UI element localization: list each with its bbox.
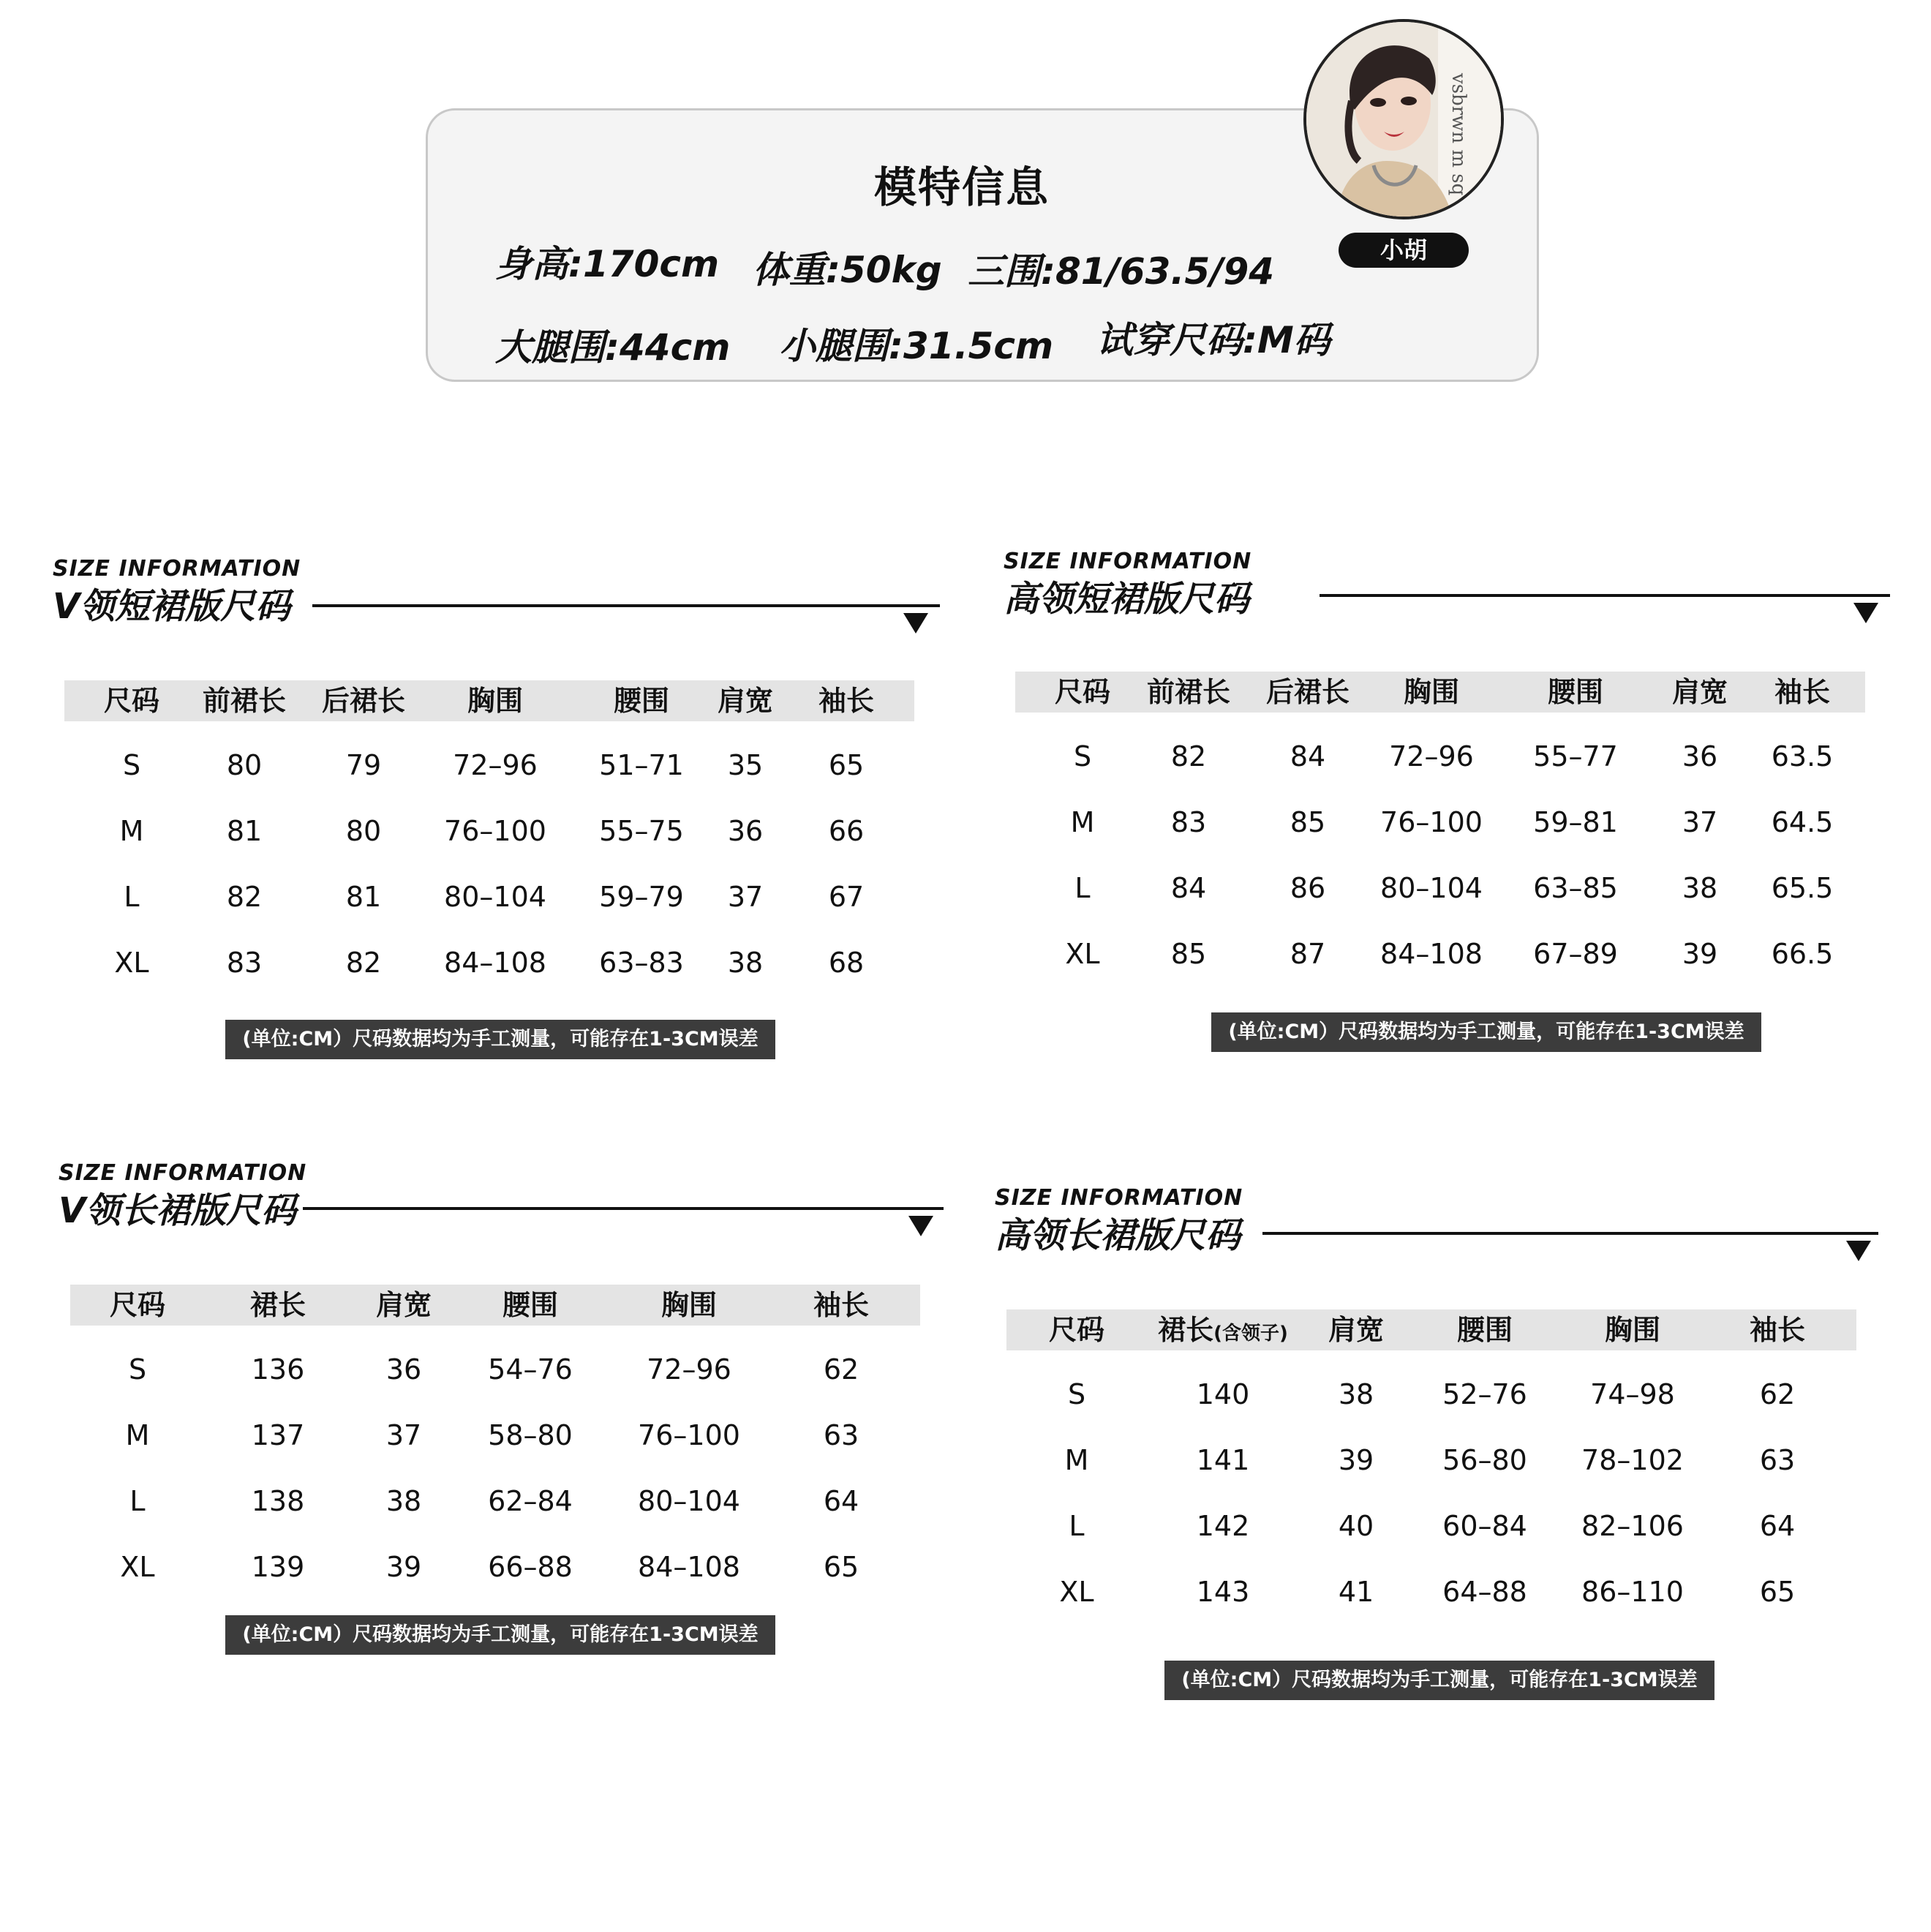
- cell-waist: 59–79: [599, 881, 684, 913]
- cell-shoulder: 38: [1682, 872, 1718, 904]
- cell-length: 136: [251, 1353, 305, 1386]
- col-header-size: 尺码: [1054, 676, 1111, 708]
- cell-shoulder: 35: [727, 749, 764, 781]
- triangle-down-icon: [903, 613, 928, 634]
- cell-back-length: 87: [1290, 938, 1326, 970]
- col-header-sleeve: 袖长: [1749, 1314, 1806, 1346]
- cell-waist: 55–75: [599, 815, 684, 847]
- cell-waist: 59–81: [1533, 806, 1618, 838]
- cell-bust: 72–96: [1389, 740, 1474, 773]
- cell-size: S: [122, 749, 141, 781]
- col-header-waist: 腰围: [1547, 676, 1604, 708]
- cell-bust: 86–110: [1581, 1576, 1684, 1608]
- col-header-length-label: 裙长: [1158, 1314, 1214, 1346]
- col-header-bust: 胸围: [467, 685, 524, 717]
- cell-size: XL: [114, 947, 149, 979]
- col-header-bust: 胸围: [1403, 676, 1460, 708]
- cell-shoulder: 38: [727, 947, 764, 979]
- cell-size: S: [1067, 1378, 1086, 1410]
- measurement-note: (单位:CM）尺码数据均为手工测量，可能存在1-3CM误差: [1164, 1661, 1714, 1700]
- cell-front-length: 83: [226, 947, 263, 979]
- cell-shoulder: 40: [1338, 1510, 1374, 1542]
- table-header-bar: [1006, 1309, 1856, 1350]
- cell-bust: 76–100: [1380, 806, 1483, 838]
- cell-shoulder: 41: [1338, 1576, 1374, 1608]
- cell-size: XL: [1065, 938, 1100, 970]
- model-info-title: 模特信息: [873, 162, 1050, 212]
- col-header-shoulder: 肩宽: [1328, 1314, 1385, 1346]
- col-header-shoulder: 肩宽: [1671, 676, 1728, 708]
- col-header-bust: 胸围: [660, 1289, 718, 1321]
- cell-bust: 78–102: [1581, 1444, 1684, 1476]
- cell-shoulder: 39: [385, 1551, 422, 1583]
- cell-bust: 72–96: [453, 749, 538, 781]
- col-header-length: [1158, 1309, 1288, 1354]
- cell-front-length: 80: [226, 749, 263, 781]
- col-header-waist: 腰围: [613, 685, 670, 717]
- cell-sleeve: 64.5: [1771, 806, 1834, 838]
- model-weight: 体重:50kg: [753, 249, 942, 291]
- cell-length: 142: [1196, 1510, 1250, 1542]
- measurement-note: (单位:CM）尺码数据均为手工测量，可能存在1-3CM误差: [1211, 1012, 1761, 1052]
- section-divider: [303, 1207, 944, 1210]
- section-title: 高领短裙版尺码: [1004, 579, 1250, 620]
- cell-sleeve: 64: [823, 1485, 859, 1517]
- section-divider: [1262, 1232, 1878, 1235]
- cell-length: 139: [251, 1551, 305, 1583]
- cell-size: M: [1070, 806, 1095, 838]
- col-header-waist: 腰围: [1456, 1314, 1513, 1346]
- size-section-v-neck-long: [59, 1160, 1002, 1672]
- cell-sleeve: 65: [823, 1551, 859, 1583]
- cell-waist: 52–76: [1442, 1378, 1527, 1410]
- col-header-shoulder: 肩宽: [717, 685, 774, 717]
- cell-size: XL: [1059, 1576, 1094, 1608]
- model-avatar: [1303, 19, 1504, 219]
- cell-sleeve: 64: [1759, 1510, 1796, 1542]
- cell-waist: 64–88: [1442, 1576, 1527, 1608]
- cell-waist: 56–80: [1442, 1444, 1527, 1476]
- cell-shoulder: 37: [385, 1419, 422, 1451]
- cell-waist: 63–85: [1533, 872, 1618, 904]
- section-title: V领长裙版尺码: [59, 1190, 297, 1231]
- cell-waist: 55–77: [1533, 740, 1618, 773]
- cell-front-length: 83: [1170, 806, 1207, 838]
- cell-length: 141: [1196, 1444, 1250, 1476]
- cell-sleeve: 68: [828, 947, 865, 979]
- cell-waist: 63–83: [599, 947, 684, 979]
- measurement-note: (单位:CM）尺码数据均为手工测量，可能存在1-3CM误差: [225, 1020, 775, 1059]
- cell-bust: 84–108: [1380, 938, 1483, 970]
- cell-sleeve: 66.5: [1771, 938, 1834, 970]
- col-header-shoulder: 肩宽: [375, 1289, 432, 1321]
- cell-size: S: [1073, 740, 1092, 773]
- cell-size: M: [119, 815, 144, 847]
- triangle-down-icon: [908, 1216, 933, 1236]
- cell-sleeve: 67: [828, 881, 865, 913]
- cell-bust: 80–104: [1380, 872, 1483, 904]
- cell-bust: 84–108: [444, 947, 546, 979]
- cell-waist: 66–88: [488, 1551, 573, 1583]
- cell-sleeve: 65: [828, 749, 865, 781]
- cell-sleeve: 63: [1759, 1444, 1796, 1476]
- cell-sleeve: 66: [828, 815, 865, 847]
- cell-bust: 80–104: [638, 1485, 740, 1517]
- triangle-down-icon: [1846, 1241, 1871, 1261]
- col-header-length-suffix: (含领子): [1213, 1323, 1288, 1345]
- cell-size: L: [1069, 1510, 1085, 1542]
- section-subtitle: SIZE INFORMATION: [1004, 549, 1252, 574]
- triangle-down-icon: [1853, 603, 1878, 623]
- cell-size: L: [129, 1485, 146, 1517]
- col-header-length: 裙长: [249, 1289, 306, 1321]
- cell-size: L: [124, 881, 140, 913]
- cell-length: 140: [1196, 1378, 1250, 1410]
- size-section-v-neck-short: [53, 556, 996, 1068]
- col-header-back-length: 后裙长: [1265, 676, 1350, 708]
- cell-sleeve: 62: [823, 1353, 859, 1386]
- cell-front-length: 82: [226, 881, 263, 913]
- col-header-front-length: 前裙长: [1146, 676, 1231, 708]
- col-header-bust: 胸围: [1604, 1314, 1661, 1346]
- cell-bust: 76–100: [638, 1419, 740, 1451]
- cell-size: L: [1074, 872, 1091, 904]
- col-header-sleeve: 袖长: [1774, 676, 1831, 708]
- cell-back-length: 84: [1290, 740, 1326, 773]
- cell-shoulder: 38: [1338, 1378, 1374, 1410]
- model-thigh: 大腿围:44cm: [495, 326, 731, 369]
- cell-waist: 54–76: [488, 1353, 573, 1386]
- section-subtitle: SIZE INFORMATION: [53, 556, 301, 582]
- cell-back-length: 82: [345, 947, 382, 979]
- cell-waist: 62–84: [488, 1485, 573, 1517]
- cell-size: S: [128, 1353, 147, 1386]
- cell-size: XL: [120, 1551, 155, 1583]
- cell-back-length: 85: [1290, 806, 1326, 838]
- avatar-print-text: vsbrwn m sq: [1448, 73, 1469, 196]
- model-measurements: 三围:81/63.5/94: [968, 250, 1275, 293]
- cell-bust: 72–96: [647, 1353, 731, 1386]
- cell-bust: 80–104: [444, 881, 546, 913]
- cell-back-length: 86: [1290, 872, 1326, 904]
- cell-waist: 58–80: [488, 1419, 573, 1451]
- cell-shoulder: 37: [1682, 806, 1718, 838]
- cell-waist: 67–89: [1533, 938, 1618, 970]
- cell-front-length: 82: [1170, 740, 1207, 773]
- cell-bust: 76–100: [444, 815, 546, 847]
- cell-waist: 51–71: [599, 749, 684, 781]
- col-header-size: 尺码: [1048, 1314, 1105, 1346]
- table-header-bar: [70, 1285, 920, 1326]
- cell-front-length: 85: [1170, 938, 1207, 970]
- cell-front-length: 81: [226, 815, 263, 847]
- cell-sleeve: 63: [823, 1419, 859, 1451]
- cell-shoulder: 36: [727, 815, 764, 847]
- cell-size: M: [125, 1419, 150, 1451]
- cell-back-length: 79: [345, 749, 382, 781]
- cell-shoulder: 39: [1682, 938, 1718, 970]
- cell-sleeve: 65: [1759, 1576, 1796, 1608]
- col-header-sleeve: 袖长: [818, 685, 875, 717]
- cell-length: 138: [251, 1485, 305, 1517]
- model-height: 身高:170cm: [495, 243, 720, 285]
- section-divider: [312, 604, 940, 607]
- section-title: V领短裙版尺码: [53, 586, 291, 627]
- col-header-back-length: 后裙长: [321, 685, 406, 717]
- cell-shoulder: 37: [727, 881, 764, 913]
- col-header-size: 尺码: [103, 685, 160, 717]
- cell-shoulder: 39: [1338, 1444, 1374, 1476]
- size-section-high-neck-short: [1004, 549, 1931, 1061]
- model-calf: 小腿围:31.5cm: [779, 325, 1054, 367]
- model-name-badge: 小胡: [1339, 233, 1469, 268]
- cell-length: 137: [251, 1419, 305, 1451]
- cell-shoulder: 38: [385, 1485, 422, 1517]
- cell-waist: 60–84: [1442, 1510, 1527, 1542]
- cell-front-length: 84: [1170, 872, 1207, 904]
- cell-size: M: [1064, 1444, 1089, 1476]
- cell-back-length: 80: [345, 815, 382, 847]
- cell-back-length: 81: [345, 881, 382, 913]
- measurement-note: (单位:CM）尺码数据均为手工测量，可能存在1-3CM误差: [225, 1615, 775, 1655]
- cell-shoulder: 36: [1682, 740, 1718, 773]
- cell-shoulder: 36: [385, 1353, 422, 1386]
- size-section-high-neck-long: [995, 1185, 1931, 1712]
- cell-bust: 82–106: [1581, 1510, 1684, 1542]
- section-subtitle: SIZE INFORMATION: [59, 1160, 307, 1186]
- cell-bust: 74–98: [1590, 1378, 1675, 1410]
- section-title: 高领长裙版尺码: [995, 1215, 1241, 1256]
- section-divider: [1320, 594, 1890, 597]
- col-header-sleeve: 袖长: [813, 1289, 870, 1321]
- col-header-waist: 腰围: [502, 1289, 559, 1321]
- col-header-front-length: 前裙长: [202, 685, 287, 717]
- col-header-size: 尺码: [109, 1289, 166, 1321]
- cell-bust: 84–108: [638, 1551, 740, 1583]
- cell-length: 143: [1196, 1576, 1250, 1608]
- cell-sleeve: 63.5: [1771, 740, 1834, 773]
- section-subtitle: SIZE INFORMATION: [995, 1185, 1243, 1211]
- cell-sleeve: 65.5: [1771, 872, 1834, 904]
- model-try-size: 试穿尺码:M码: [1096, 319, 1330, 361]
- model-portrait-icon: [1306, 22, 1501, 217]
- cell-sleeve: 62: [1759, 1378, 1796, 1410]
